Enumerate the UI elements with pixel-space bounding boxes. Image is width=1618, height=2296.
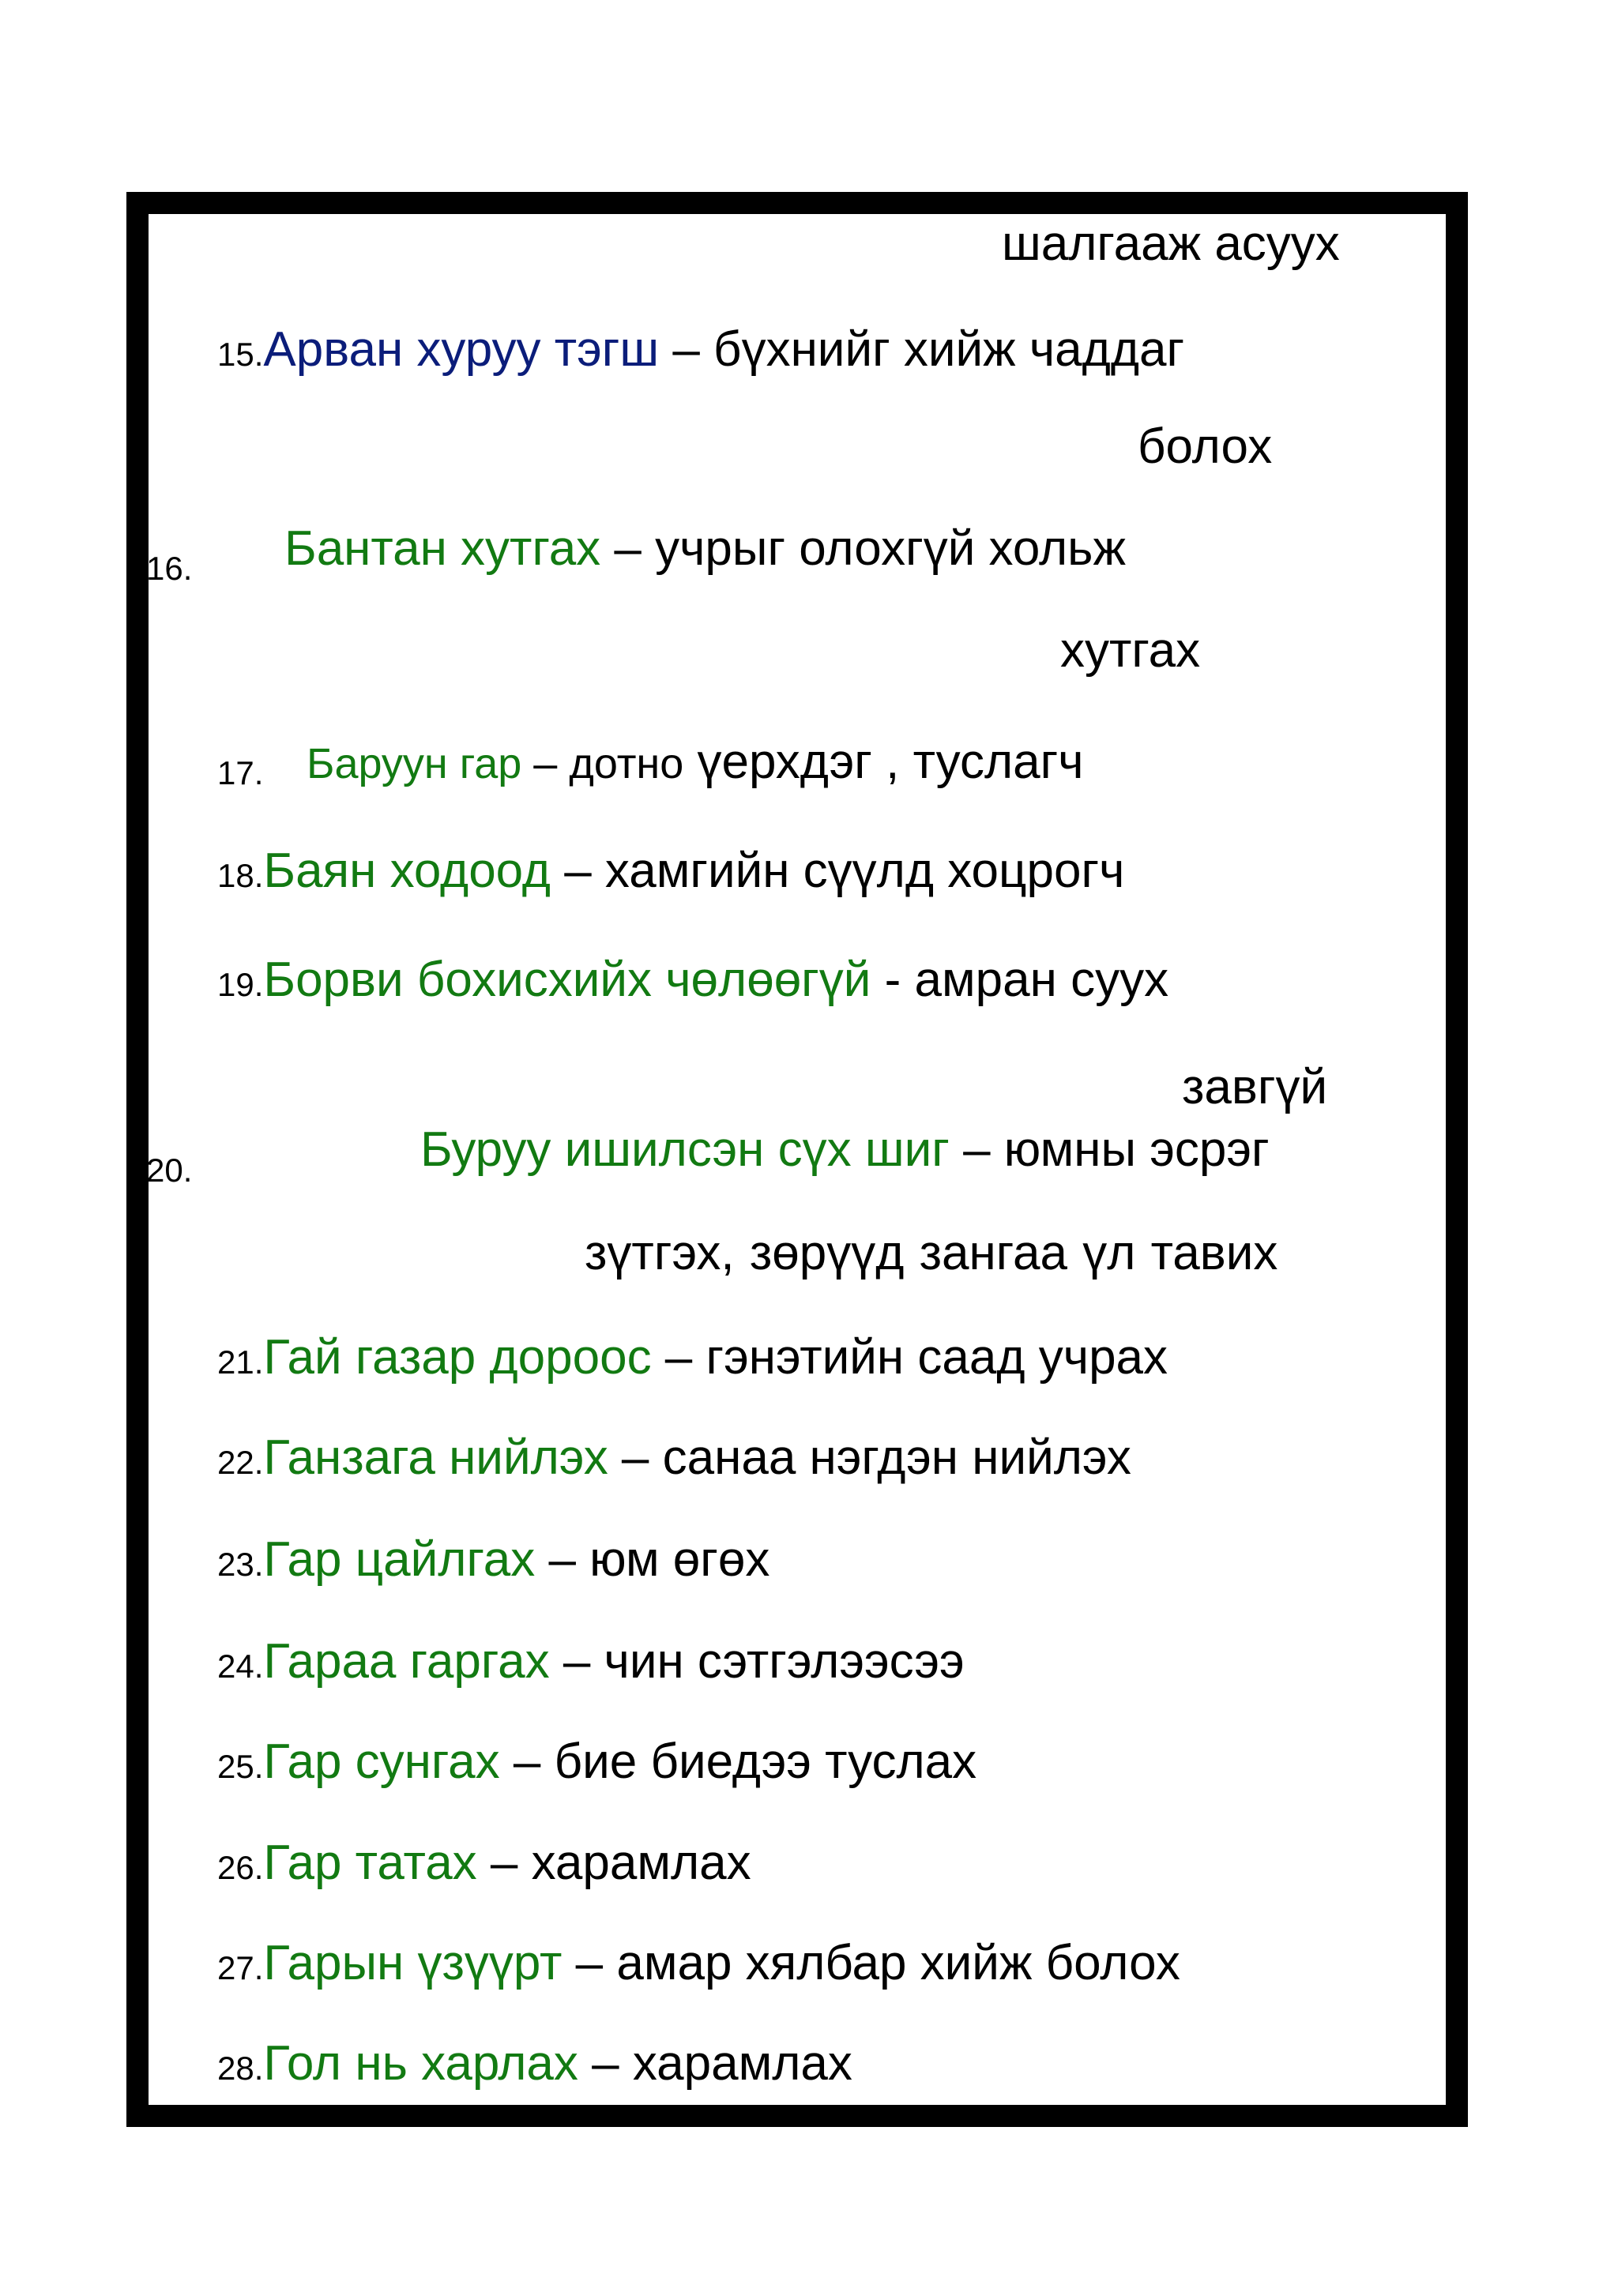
idiom-meaning: – юм өгөх: [535, 1532, 770, 1587]
idiom-phrase: Гар татах: [263, 1836, 477, 1890]
idiom-meaning: – санаа нэгдэн нийлэх: [608, 1430, 1131, 1485]
item-number: 26.: [217, 1849, 264, 1886]
item-number: 24.: [217, 1648, 264, 1685]
idiom-meaning: – чин сэтгэлээсээ: [549, 1634, 965, 1689]
list-item: [217, 1936, 1180, 1990]
list-item: [217, 322, 1185, 377]
idiom-meaning: – харамлах: [476, 1836, 751, 1890]
list-item: [217, 1836, 751, 1890]
idiom-phrase: Борви бохисхийх чөлөөгүй: [263, 953, 871, 1007]
idiom-phrase: Бантан хутгах: [284, 521, 601, 576]
item-number: 28.: [217, 2050, 264, 2087]
idiom-phrase: Гарын үзүүрт: [263, 1936, 563, 1990]
idiom-phrase: Баян ходоод: [263, 844, 551, 898]
idiom-meaning: – хамгийн сүүлд хоцрогч: [550, 844, 1125, 898]
item-number: 27.: [217, 1949, 264, 1986]
meaning-continuation: завгүй: [1182, 1060, 1328, 1114]
idiom-meaning: - амран суух: [871, 953, 1169, 1007]
list-item: [217, 844, 1125, 898]
list-item-text: [420, 1122, 1270, 1177]
item-number: 21.: [217, 1343, 264, 1381]
idiom-phrase: Баруун гар: [307, 740, 522, 787]
list-item-text: [307, 735, 1084, 789]
idiom-phrase: Гол нь харлах: [263, 2036, 578, 2091]
item-number: 16.: [146, 550, 193, 587]
meaning-continuation: зүтгэх, зөрүүд зангаа үл тавих: [585, 1226, 1278, 1280]
idiom-phrase: Арван хуруу тэгш: [263, 322, 660, 377]
list-item: [217, 1532, 770, 1587]
idiom-meaning: – харамлах: [578, 2036, 852, 2091]
list-item: [217, 1734, 977, 1789]
idiom-phrase: Ганзага нийлэх: [263, 1430, 608, 1485]
item-number: 19.: [217, 966, 264, 1003]
idiom-meaning: – юмны эсрэг: [949, 1122, 1270, 1177]
list-item: [217, 2036, 852, 2091]
item-number: 18.: [217, 857, 264, 894]
idiom-meaning: – бүхнийг хийж чаддаг: [659, 322, 1185, 377]
idiom-phrase: Гараа гаргах: [263, 1634, 550, 1689]
item-number: 20.: [146, 1152, 193, 1189]
idiom-phrase: Гай газар дороос: [263, 1330, 652, 1385]
list-item: [217, 1430, 1131, 1485]
item-number: 23.: [217, 1546, 264, 1583]
item-number: 25.: [217, 1748, 264, 1785]
idiom-meaning: – учрыг олохгүй хольж: [600, 521, 1126, 576]
idiom-phrase: Гар цайлгах: [263, 1532, 536, 1587]
list-item: [217, 953, 1169, 1007]
continuation-text: шалгааж асуух: [1002, 216, 1340, 271]
idiom-phrase: Буруу ишилсэн сүх шиг: [420, 1122, 950, 1177]
list-item: [217, 744, 263, 793]
idiom-meaning: – бие биедээ туслах: [499, 1734, 977, 1789]
list-item: [217, 1634, 965, 1689]
list-item-text: [284, 521, 1126, 576]
idiom-meaning: – гэнэтийн саад учрах: [651, 1330, 1168, 1385]
item-number: 17.: [217, 754, 264, 791]
list-item: [146, 539, 192, 588]
idiom-meaning: үерхдэг , туслагч: [683, 735, 1084, 789]
item-number: 15.: [217, 336, 264, 373]
idiom-phrase: Гар сунгах: [263, 1734, 500, 1789]
idiom-meaning: – амар хялбар хийж болох: [562, 1936, 1180, 1990]
list-item: [217, 1330, 1168, 1385]
list-item: [146, 1141, 192, 1190]
meaning-continuation: болох: [1138, 419, 1273, 474]
item-number: 22.: [217, 1444, 264, 1481]
idiom-dash: – дотно: [521, 740, 684, 787]
meaning-continuation: хутгах: [1060, 623, 1201, 678]
